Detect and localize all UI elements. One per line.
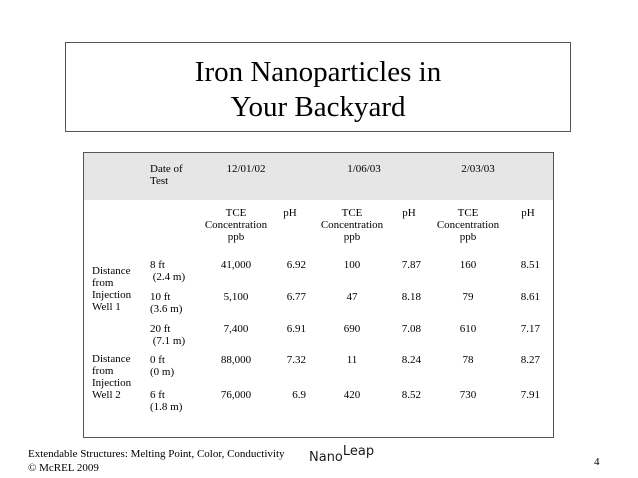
value-cell: 420 bbox=[343, 389, 361, 401]
value-cell: 11 bbox=[346, 354, 358, 366]
slide-title-line-2: Your Backyard bbox=[230, 91, 406, 123]
date-header-1: 12/01/02 bbox=[226, 163, 266, 175]
data-table bbox=[83, 152, 554, 438]
value-cell: 78 bbox=[462, 354, 474, 366]
value-cell: 7.87 bbox=[401, 259, 421, 271]
value-cell: 8.51 bbox=[520, 259, 540, 271]
value-cell: 610 bbox=[459, 323, 477, 335]
value-cell: 79 bbox=[462, 291, 474, 303]
distance-cell: 20 ft (7.1 m) bbox=[150, 323, 186, 347]
footer bbox=[28, 447, 285, 475]
value-cell: 6.92 bbox=[286, 259, 306, 271]
subheader-tce-1: TCE Concentration ppb bbox=[204, 207, 268, 243]
title-box bbox=[65, 42, 571, 132]
value-cell: 7,400 bbox=[223, 323, 249, 335]
value-cell: 730 bbox=[459, 389, 477, 401]
distance-cell: 6 ft (1.8 m) bbox=[150, 389, 183, 413]
distance-cell: 8 ft (2.4 m) bbox=[150, 259, 186, 283]
value-cell: 8.61 bbox=[520, 291, 540, 303]
value-cell: 6.9 bbox=[292, 389, 306, 401]
value-cell: 7.17 bbox=[520, 323, 540, 335]
footer-copyright: © McREL 2009 bbox=[28, 462, 99, 474]
slide-title-line-1: Iron Nanoparticles in bbox=[194, 56, 442, 88]
logo-text-nano: Nano bbox=[309, 450, 343, 465]
value-cell: 88,000 bbox=[220, 354, 252, 366]
subheader-ph-1: pH bbox=[283, 207, 297, 219]
value-cell: 7.08 bbox=[401, 323, 421, 335]
value-cell: 41,000 bbox=[220, 259, 252, 271]
value-cell: 8.18 bbox=[401, 291, 421, 303]
value-cell: 160 bbox=[459, 259, 477, 271]
value-cell: 7.32 bbox=[286, 354, 306, 366]
value-cell: 100 bbox=[343, 259, 361, 271]
value-cell: 76,000 bbox=[220, 389, 252, 401]
subheader-ph-2: pH bbox=[402, 207, 416, 219]
value-cell: 47 bbox=[346, 291, 358, 303]
value-cell: 690 bbox=[343, 323, 361, 335]
value-cell: 6.91 bbox=[286, 323, 306, 335]
subheader-ph-3: pH bbox=[521, 207, 535, 219]
distance-cell: 0 ft (0 m) bbox=[150, 354, 175, 378]
subheader-tce-3: TCE Concentration ppb bbox=[436, 207, 500, 243]
value-cell: 8.52 bbox=[401, 389, 421, 401]
logo-text-leap: Leap bbox=[342, 444, 375, 459]
value-cell: 7.91 bbox=[520, 389, 540, 401]
nanoleap-logo bbox=[309, 444, 375, 465]
value-cell: 8.24 bbox=[401, 354, 421, 366]
subheader-tce-2: TCE Concentration ppb bbox=[320, 207, 384, 243]
distance-cell: 10 ft (3.6 m) bbox=[150, 291, 183, 315]
value-cell: 6.77 bbox=[286, 291, 306, 303]
date-of-test-label: Date of Test bbox=[150, 163, 183, 187]
date-header-3: 2/03/03 bbox=[461, 163, 495, 175]
page-number: 4 bbox=[594, 456, 600, 468]
value-cell: 5,100 bbox=[223, 291, 249, 303]
footer-course-title: Extendable Structures: Melting Point, Color, Conductivity bbox=[28, 448, 285, 460]
date-header-2: 1/06/03 bbox=[347, 163, 381, 175]
value-cell: 8.27 bbox=[520, 354, 540, 366]
group-label-well-1: Distance from Injection Well 1 bbox=[92, 265, 132, 313]
group-label-well-2: Distance from Injection Well 2 bbox=[92, 353, 132, 401]
